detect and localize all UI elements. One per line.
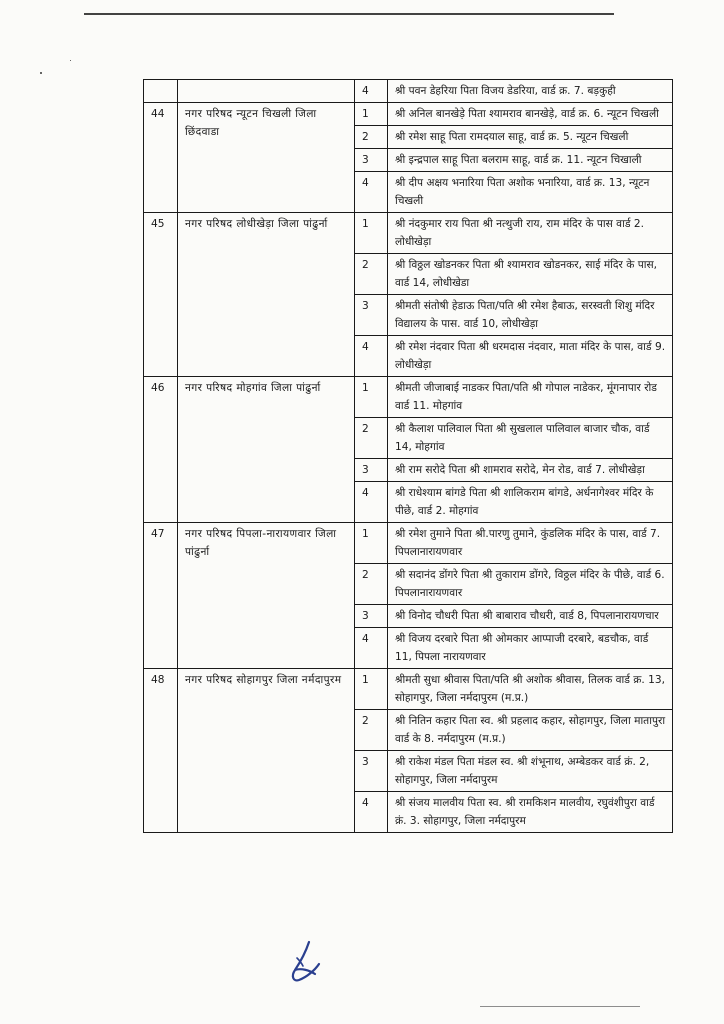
member-index: 1: [355, 377, 388, 418]
member-index: 4: [355, 336, 388, 377]
member-index: 4: [355, 792, 388, 833]
serial-number: 48: [144, 669, 178, 833]
member-index: 4: [355, 628, 388, 669]
table-row: [144, 377, 673, 418]
members-table-body: [144, 80, 673, 833]
member-index: 3: [355, 295, 388, 336]
serial-number: 47: [144, 523, 178, 669]
member-details: श्री सदानंद डोंगरे पिता श्री तुकाराम डोंगरे, विठ्ठल मंदिर के पीछे, वार्ड 6. पिपलानारायणवार: [388, 564, 673, 605]
serial-number: 45: [144, 213, 178, 377]
table-row: [144, 80, 673, 103]
member-index: 3: [355, 605, 388, 628]
member-index: 1: [355, 213, 388, 254]
member-details: श्री इन्द्रपाल साहू पिता बलराम साहू, वार्ड क्र. 11. न्यूटन चिखाली: [388, 149, 673, 172]
member-index: 1: [355, 669, 388, 710]
member-index: 4: [355, 80, 388, 103]
scan-speck: [70, 60, 71, 61]
member-index: 2: [355, 254, 388, 295]
member-details: श्री पवन डेहरिया पिता विजय डेडरिया, वार्ड क्र. 7. बड़कुही: [388, 80, 673, 103]
scan-speck: [40, 72, 42, 74]
member-index: 1: [355, 103, 388, 126]
member-details: श्री राम सरोदे पिता श्री शामराव सरोदे, मेन रोड, वार्ड 7. लोधीखेड़ा: [388, 459, 673, 482]
member-details: श्री विनोद चौधरी पिता श्री बाबाराव चौधरी, वार्ड 8, पिपलानारायणचार: [388, 605, 673, 628]
municipal-council-name: [178, 80, 355, 103]
member-details: श्री रमेश नंदवार पिता श्री धरमदास नंदवार, माता मंदिर के पास, वार्ड 9. लोधीखेड़ा: [388, 336, 673, 377]
member-index: 2: [355, 564, 388, 605]
municipal-council-name: नगर परिषद मोहगांव जिला पांढुर्ना: [178, 377, 355, 523]
member-details: श्री विठ्ठल खोडनकर पिता श्री श्यामराव खोडनकर, साई मंदिर के पास, वार्ड 14, लोधीखेडा: [388, 254, 673, 295]
municipal-council-name: नगर परिषद न्यूटन चिखली जिला छिंदवाडा: [178, 103, 355, 213]
member-index: 4: [355, 482, 388, 523]
member-details: श्री नंदकुमार राय पिता श्री नत्थुजी राय, राम मंदिर के पास वार्ड 2. लोधीखेड़ा: [388, 213, 673, 254]
member-details: श्री राकेश मंडल पिता मंडल स्व. श्री शंभूनाथ, अम्बेडकर वार्ड क्रं. 2, सोहागपुर, जिला नर्मदापुरम: [388, 751, 673, 792]
member-index: 3: [355, 459, 388, 482]
member-index: 4: [355, 172, 388, 213]
table-row: [144, 103, 673, 126]
member-index: 3: [355, 751, 388, 792]
member-details: श्रीमती संतोषी हेडाऊ पिता/पति श्री रमेश हैबाऊ, सरस्वती शिशु मंदिर विद्यालय के पास. वार्ड 10, लोधीखेड़ा: [388, 295, 673, 336]
member-index: 3: [355, 149, 388, 172]
table-row: [144, 669, 673, 710]
member-index: 1: [355, 523, 388, 564]
member-details: श्री कैलाश पालिवाल पिता श्री सुखलाल पालिवाल बाजार चौक, वार्ड 14, मोहगांव: [388, 418, 673, 459]
serial-number: [144, 80, 178, 103]
serial-number: 44: [144, 103, 178, 213]
member-details: श्रीमती सुधा श्रीवास पिता/पति श्री अशोक श्रीवास, तिलक वार्ड क्र. 13, सोहागपुर, जिला नर्मदापुरम (म.प्र.): [388, 669, 673, 710]
member-details: श्री राधेश्याम बांगडे पिता श्री शालिकराम बांगडे, अर्धनागेश्वर मंदिर के पीछे, वार्ड 2. मोहगांव: [388, 482, 673, 523]
municipal-council-name: नगर परिषद लोधीखेड़ा जिला पांढुर्ना: [178, 213, 355, 377]
scan-edge-top: [84, 13, 614, 15]
member-details: श्री अनिल बानखेड़े पिता श्यामराव बानखेड़े, वार्ड क्र. 6. न्यूटन चिखली: [388, 103, 673, 126]
municipal-council-name: नगर परिषद सोहागपुर जिला नर्मदापुरम: [178, 669, 355, 833]
signature-mark: [285, 940, 327, 986]
table-row: [144, 523, 673, 564]
member-details: श्री संजय मालवीय पिता स्व. श्री रामकिशन मालवीय, रघुवंशीपुरा वार्ड क्रं. 3. सोहागपुर, जिला नर्मदापुरम: [388, 792, 673, 833]
member-details: श्री दीप अक्षय भनारिया पिता अशोक भनारिया, वार्ड क्र. 13, न्यूटन चिखली: [388, 172, 673, 213]
municipal-council-name: नगर परिषद पिपला-नारायणवार जिला पांढुर्ना: [178, 523, 355, 669]
scan-edge-bottom: [480, 1006, 640, 1007]
member-details: श्रीमती जीजाबाई नाडकर पिता/पति श्री गोपाल नाडेकर, मूंगनापार रोड वार्ड 11. मोहगांव: [388, 377, 673, 418]
member-details: श्री रमेश साहू पिता रामदयाल साहू, वार्ड क्र. 5. न्यूटन चिखली: [388, 126, 673, 149]
member-index: 2: [355, 710, 388, 751]
members-table: [143, 79, 673, 833]
member-details: श्री विजय दरबारे पिता श्री ओमकार आप्पाजी दरबारे, बडचौक, वार्ड 11, पिपला नारायणवार: [388, 628, 673, 669]
member-index: 2: [355, 126, 388, 149]
serial-number: 46: [144, 377, 178, 523]
member-details: श्री रमेश तुमाने पिता श्री.पारणु तुमाने, कुंडलिक मंदिर के पास, वार्ड 7. पिपलानारायणवार: [388, 523, 673, 564]
table-row: [144, 213, 673, 254]
member-details: श्री नितिन कहार पिता स्व. श्री प्रहलाद कहार, सोहागपुर, जिला मातापुरा वार्ड के 8. नर्मदापुरम (म.प्र.): [388, 710, 673, 751]
member-index: 2: [355, 418, 388, 459]
